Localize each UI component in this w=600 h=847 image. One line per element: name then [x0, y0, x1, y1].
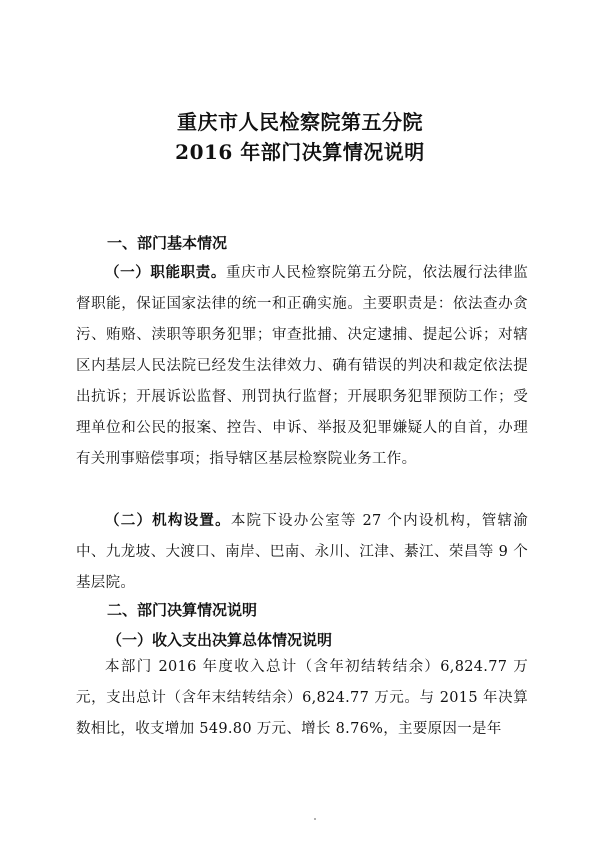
section2-sub1-text: 本部门 2016 年度收入总计（含年初结转结余）6,824.77 万元，支出总计（含年末结转结余）6,824.77 万元。与 2015 年决算数相比，收支增加 549.80 万元、增长 8.76%，主要原因一是年 [76, 659, 528, 737]
section2-heading: 二、部门决算情况说明 [107, 601, 258, 619]
section2-sub1-paragraph [76, 652, 528, 745]
section1-sub1-text: 重庆市人民检察院第五分院，依法履行法律监督职能，保证国家法律的统一和正确实施。主要职责是：依法查办贪污、贿赂、渎职等职务犯罪；审查批捕、决定逮捕、提起公诉；对辖区内基层人民法院已经发生法律效力、确有错误的判决和裁定依法提出抗诉；开展诉讼监督、刑罚执行监督；开展职务犯罪预防工作；受理单位和公民的报案、控告、申诉、举报及犯罪嫌疑人的自首，办理有关刑事赔偿事项；指导辖区基层检察院业务工作。 [76, 265, 528, 467]
document-title-line1: 重庆市人民检察院第五分院 [177, 110, 423, 134]
document-title-line2: 2016 年部门决算情况说明 [175, 140, 425, 164]
section1-sub1-paragraph [76, 257, 528, 475]
page-dot [314, 818, 316, 820]
section2-sub1-heading: （一）收入支出决算总体情况说明 [107, 631, 333, 649]
section1-sub1-label: （一）职能职责。 [105, 264, 226, 281]
section1-sub2-paragraph [76, 505, 528, 599]
section1-sub2-label: （二）机构设置。 [105, 512, 231, 529]
section1-sub2-text: 本院下设办公室等 27 个内设机构，管辖渝中、九龙坡、大渡口、南岸、巴南、永川、江津、綦江、荣昌等 9 个基层院。 [76, 513, 528, 591]
section1-heading: 一、部门基本情况 [107, 234, 228, 252]
